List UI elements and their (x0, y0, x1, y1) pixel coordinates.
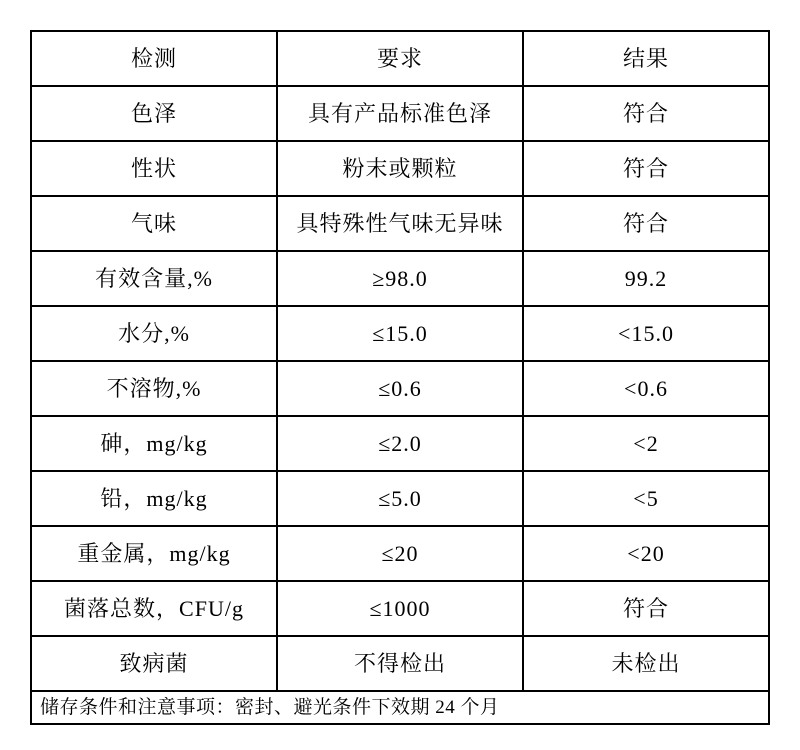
result-cell: 符合 (523, 196, 769, 251)
result-cell: 99.2 (523, 251, 769, 306)
header-row (31, 31, 769, 86)
result-cell: <2 (523, 416, 769, 471)
table-row (31, 251, 769, 306)
footer-row (31, 691, 769, 724)
row-label: 色泽 (31, 86, 277, 141)
table-row (31, 581, 769, 636)
storage-note: 储存条件和注意事项：密封、避光条件下效期 24 个月 (31, 691, 769, 724)
requirement-cell: ≤2.0 (277, 416, 523, 471)
requirement-cell: 具特殊性气味无异味 (277, 196, 523, 251)
table-row (31, 141, 769, 196)
header-cell-requirement: 要求 (277, 31, 523, 86)
row-label: 性状 (31, 141, 277, 196)
requirement-cell: ≥98.0 (277, 251, 523, 306)
table-row (31, 416, 769, 471)
requirement-cell: ≤15.0 (277, 306, 523, 361)
result-cell: 符合 (523, 141, 769, 196)
inspection-report (30, 30, 770, 725)
row-label: 重金属，mg/kg (31, 526, 277, 581)
row-label: 气味 (31, 196, 277, 251)
result-cell: 未检出 (523, 636, 769, 691)
row-label: 菌落总数，CFU/g (31, 581, 277, 636)
table-row (31, 471, 769, 526)
requirement-cell: ≤20 (277, 526, 523, 581)
result-cell: <5 (523, 471, 769, 526)
result-cell: 符合 (523, 86, 769, 141)
row-label: 砷，mg/kg (31, 416, 277, 471)
requirement-cell: 具有产品标准色泽 (277, 86, 523, 141)
row-label: 致病菌 (31, 636, 277, 691)
requirement-cell: 不得检出 (277, 636, 523, 691)
result-cell: <15.0 (523, 306, 769, 361)
row-label: 铅，mg/kg (31, 471, 277, 526)
table-row (31, 306, 769, 361)
table-row (31, 526, 769, 581)
requirement-cell: ≤1000 (277, 581, 523, 636)
requirement-cell: 粉末或颗粒 (277, 141, 523, 196)
row-label: 不溶物,% (31, 361, 277, 416)
header-cell-result: 结果 (523, 31, 769, 86)
result-cell: <20 (523, 526, 769, 581)
table-row (31, 196, 769, 251)
spec-table (30, 30, 770, 725)
header-cell-test: 检测 (31, 31, 277, 86)
result-cell: <0.6 (523, 361, 769, 416)
table-row (31, 86, 769, 141)
requirement-cell: ≤5.0 (277, 471, 523, 526)
result-cell: 符合 (523, 581, 769, 636)
table-row (31, 361, 769, 416)
table-row (31, 636, 769, 691)
row-label: 水分,% (31, 306, 277, 361)
row-label: 有效含量,% (31, 251, 277, 306)
requirement-cell: ≤0.6 (277, 361, 523, 416)
